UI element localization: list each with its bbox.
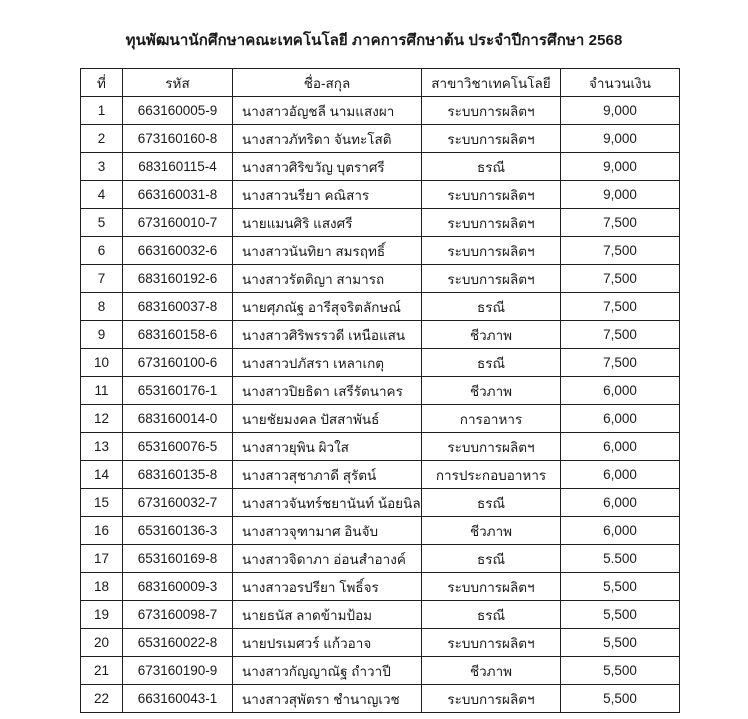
cell-row-number: 10 bbox=[81, 349, 123, 377]
cell-major: ระบบการผลิตฯ bbox=[422, 265, 561, 293]
cell-amount: 6,000 bbox=[561, 405, 680, 433]
cell-student-name: นางสาวยุพิน ผิวใส bbox=[233, 433, 422, 461]
cell-student-name: นายศุภณัฐ อารีสุจริตลักษณ์ bbox=[233, 293, 422, 321]
cell-student-name: นางสาวปิยธิดา เสรีรัตนาคร bbox=[233, 377, 422, 405]
cell-amount: 5,500 bbox=[561, 573, 680, 601]
cell-amount: 5,500 bbox=[561, 685, 680, 713]
table-row bbox=[81, 237, 680, 265]
cell-student-name: นางสาวกัญญาณัฐ ถำวาปี bbox=[233, 657, 422, 685]
cell-row-number: 12 bbox=[81, 405, 123, 433]
cell-major: ระบบการผลิตฯ bbox=[422, 573, 561, 601]
table-row bbox=[81, 181, 680, 209]
cell-student-code: 653160176-1 bbox=[123, 377, 233, 405]
header-student-name: ชื่อ-สกุล bbox=[233, 69, 422, 97]
table-row bbox=[81, 517, 680, 545]
cell-student-code: 683160115-4 bbox=[123, 153, 233, 181]
cell-row-number: 18 bbox=[81, 573, 123, 601]
cell-student-code: 683160135-8 bbox=[123, 461, 233, 489]
cell-major: ชีวภาพ bbox=[422, 657, 561, 685]
cell-amount: 7,500 bbox=[561, 237, 680, 265]
cell-student-code: 683160014-0 bbox=[123, 405, 233, 433]
cell-major: ระบบการผลิตฯ bbox=[422, 685, 561, 713]
table-row bbox=[81, 657, 680, 685]
cell-student-code: 653160136-3 bbox=[123, 517, 233, 545]
cell-major: ระบบการผลิตฯ bbox=[422, 237, 561, 265]
cell-major: ธรณี bbox=[422, 293, 561, 321]
cell-student-code: 663160043-1 bbox=[123, 685, 233, 713]
cell-student-code: 683160158-6 bbox=[123, 321, 233, 349]
cell-amount: 7,500 bbox=[561, 321, 680, 349]
cell-student-code: 673160098-7 bbox=[123, 601, 233, 629]
cell-student-name: นางสาวจันทร์ชยานันท์ น้อยนิล bbox=[233, 489, 422, 517]
cell-row-number: 17 bbox=[81, 545, 123, 573]
cell-student-code: 663160032-6 bbox=[123, 237, 233, 265]
cell-major: ระบบการผลิตฯ bbox=[422, 181, 561, 209]
cell-amount: 6,000 bbox=[561, 517, 680, 545]
table-row bbox=[81, 265, 680, 293]
cell-student-name: นางสาวนันทิยา สมรฤทธิ์ bbox=[233, 237, 422, 265]
cell-row-number: 8 bbox=[81, 293, 123, 321]
cell-amount: 7,500 bbox=[561, 209, 680, 237]
cell-student-name: นางสาวสุพัตรา ชำนาญเวช bbox=[233, 685, 422, 713]
header-amount: จำนวนเงิน bbox=[561, 69, 680, 97]
cell-student-code: 673160160-8 bbox=[123, 125, 233, 153]
cell-amount: 9,000 bbox=[561, 181, 680, 209]
cell-student-name: นางสาวรัตติญา สามารถ bbox=[233, 265, 422, 293]
cell-student-code: 683160009-3 bbox=[123, 573, 233, 601]
cell-student-code: 653160022-8 bbox=[123, 629, 233, 657]
cell-row-number: 7 bbox=[81, 265, 123, 293]
cell-row-number: 5 bbox=[81, 209, 123, 237]
cell-row-number: 6 bbox=[81, 237, 123, 265]
cell-student-name: นายธนัส ลาดข้ามป้อม bbox=[233, 601, 422, 629]
cell-amount: 5.500 bbox=[561, 545, 680, 573]
cell-major: ระบบการผลิตฯ bbox=[422, 433, 561, 461]
table-row bbox=[81, 489, 680, 517]
cell-student-name: นางสาวอัญชลี นามแสงผา bbox=[233, 97, 422, 125]
table-row bbox=[81, 321, 680, 349]
cell-student-code: 673160010-7 bbox=[123, 209, 233, 237]
cell-row-number: 9 bbox=[81, 321, 123, 349]
cell-amount: 7,500 bbox=[561, 265, 680, 293]
cell-amount: 6,000 bbox=[561, 433, 680, 461]
cell-student-name: นางสาวศิริพรรวดี เหนือแสน bbox=[233, 321, 422, 349]
table-header-row bbox=[81, 69, 680, 97]
cell-row-number: 22 bbox=[81, 685, 123, 713]
cell-row-number: 14 bbox=[81, 461, 123, 489]
cell-amount: 6,000 bbox=[561, 377, 680, 405]
cell-amount: 6,000 bbox=[561, 489, 680, 517]
cell-major: ระบบการผลิตฯ bbox=[422, 125, 561, 153]
cell-amount: 5,500 bbox=[561, 601, 680, 629]
table-row bbox=[81, 125, 680, 153]
table-row bbox=[81, 629, 680, 657]
cell-major: ธรณี bbox=[422, 489, 561, 517]
cell-amount: 5,500 bbox=[561, 629, 680, 657]
table-row bbox=[81, 293, 680, 321]
cell-amount: 7,500 bbox=[561, 349, 680, 377]
cell-student-code: 653160169-8 bbox=[123, 545, 233, 573]
cell-student-code: 673160190-9 bbox=[123, 657, 233, 685]
cell-amount: 6,000 bbox=[561, 461, 680, 489]
table-row bbox=[81, 461, 680, 489]
header-student-code: รหัส bbox=[123, 69, 233, 97]
table-row bbox=[81, 377, 680, 405]
cell-student-name: นางสาวจุฑามาศ อินจับ bbox=[233, 517, 422, 545]
cell-student-name: นายแมนศิริ แสงศรี bbox=[233, 209, 422, 237]
table-row bbox=[81, 685, 680, 713]
table-row bbox=[81, 405, 680, 433]
cell-major: การอาหาร bbox=[422, 405, 561, 433]
cell-row-number: 1 bbox=[81, 97, 123, 125]
cell-student-name: นายปรเมศวร์ แก้วอาจ bbox=[233, 629, 422, 657]
cell-row-number: 11 bbox=[81, 377, 123, 405]
cell-student-name: นางสาวภัทริดา จันทะโสติ bbox=[233, 125, 422, 153]
cell-student-code: 683160192-6 bbox=[123, 265, 233, 293]
header-major: สาขาวิชาเทคโนโลยี bbox=[422, 69, 561, 97]
cell-amount: 5,500 bbox=[561, 657, 680, 685]
cell-student-name: นางสาวอรปรียา โพธิ์จร bbox=[233, 573, 422, 601]
cell-student-code: 663160005-9 bbox=[123, 97, 233, 125]
cell-student-code: 653160076-5 bbox=[123, 433, 233, 461]
table-row bbox=[81, 97, 680, 125]
cell-major: ชีวภาพ bbox=[422, 377, 561, 405]
table-row bbox=[81, 573, 680, 601]
cell-amount: 9,000 bbox=[561, 97, 680, 125]
cell-major: ระบบการผลิตฯ bbox=[422, 209, 561, 237]
cell-student-name: นายชัยมงคล ปัสสาพันธ์ bbox=[233, 405, 422, 433]
cell-major: ระบบการผลิตฯ bbox=[422, 629, 561, 657]
table-row bbox=[81, 545, 680, 573]
cell-row-number: 3 bbox=[81, 153, 123, 181]
cell-row-number: 4 bbox=[81, 181, 123, 209]
table-row bbox=[81, 209, 680, 237]
cell-major: การประกอบอาหาร bbox=[422, 461, 561, 489]
cell-major: ระบบการผลิตฯ bbox=[422, 97, 561, 125]
document-title: ทุนพัฒนานักศึกษาคณะเทคโนโลยี ภาคการศึกษาต้น ประจำปีการศึกษา 2568 bbox=[125, 32, 623, 49]
cell-major: ธรณี bbox=[422, 349, 561, 377]
cell-major: ธรณี bbox=[422, 153, 561, 181]
cell-amount: 9,000 bbox=[561, 125, 680, 153]
table-row bbox=[81, 601, 680, 629]
cell-row-number: 20 bbox=[81, 629, 123, 657]
cell-student-name: นางสาวนรียา คณิสาร bbox=[233, 181, 422, 209]
cell-student-name: นางสาวศิริขวัญ บุตราศรี bbox=[233, 153, 422, 181]
cell-student-code: 663160031-8 bbox=[123, 181, 233, 209]
cell-amount: 9,000 bbox=[561, 153, 680, 181]
cell-row-number: 19 bbox=[81, 601, 123, 629]
cell-student-name: นางสาวสุชาภาดี สุรัตน์ bbox=[233, 461, 422, 489]
cell-student-name: นางสาวจิดาภา อ่อนสำอางค์ bbox=[233, 545, 422, 573]
scholarship-table bbox=[80, 68, 680, 713]
header-row-number: ที่ bbox=[81, 69, 123, 97]
cell-major: ชีวภาพ bbox=[422, 321, 561, 349]
cell-row-number: 15 bbox=[81, 489, 123, 517]
cell-student-code: 673160100-6 bbox=[123, 349, 233, 377]
cell-row-number: 2 bbox=[81, 125, 123, 153]
table-row bbox=[81, 433, 680, 461]
cell-major: ธรณี bbox=[422, 601, 561, 629]
cell-major: ธรณี bbox=[422, 545, 561, 573]
cell-student-name: นางสาวปภัสรา เหลาเกตุ bbox=[233, 349, 422, 377]
cell-row-number: 16 bbox=[81, 517, 123, 545]
cell-student-code: 673160032-7 bbox=[123, 489, 233, 517]
table-row bbox=[81, 153, 680, 181]
cell-amount: 7,500 bbox=[561, 293, 680, 321]
cell-major: ชีวภาพ bbox=[422, 517, 561, 545]
cell-row-number: 21 bbox=[81, 657, 123, 685]
cell-row-number: 13 bbox=[81, 433, 123, 461]
cell-student-code: 683160037-8 bbox=[123, 293, 233, 321]
table-row bbox=[81, 349, 680, 377]
